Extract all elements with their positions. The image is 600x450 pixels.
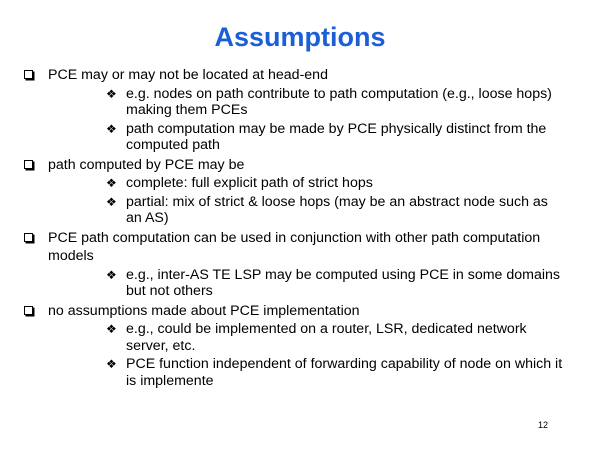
sub-bullet-item — [74, 356, 564, 389]
sub-bullet-list — [74, 321, 564, 389]
bullet-item — [24, 156, 564, 227]
sub-bullet-item — [74, 86, 564, 119]
bullet-text: no assumptions made about PCE implementation — [48, 302, 360, 319]
sub-bullet-item — [74, 321, 564, 354]
sub-bullet-text: e.g., inter-AS TE LSP may be computed using PCE in some domains but not others — [126, 266, 560, 299]
sub-bullet-item — [74, 121, 564, 154]
square-bullet-icon — [24, 233, 33, 242]
square-bullet-icon — [24, 160, 33, 169]
bullet-item — [24, 302, 564, 390]
sub-bullet-list — [74, 175, 564, 227]
bullet-item — [24, 66, 564, 154]
sub-bullet-text: e.g. nodes on path contribute to path computation (e.g., loose hops) making them PCEs — [126, 85, 552, 118]
diamond-bullet-icon: ❖ — [106, 176, 117, 190]
bullet-item — [24, 229, 564, 300]
square-bullet-icon — [24, 70, 33, 79]
sub-bullet-item — [74, 267, 564, 300]
diamond-bullet-icon: ❖ — [106, 357, 117, 371]
diamond-bullet-icon: ❖ — [106, 86, 117, 101]
bullet-text: PCE path computation can be used in conjunction with other path computation models — [48, 229, 541, 264]
sub-bullet-text: partial: mix of strict & loose hops (may be an abstract node such as an AS) — [126, 193, 548, 226]
diamond-bullet-icon: ❖ — [106, 194, 117, 209]
diamond-bullet-icon: ❖ — [106, 121, 117, 136]
sub-bullet-text: PCE function independent of forwarding capability of node on which it is implemente — [126, 356, 563, 389]
bullet-list — [24, 66, 564, 391]
bullet-text: path computed by PCE may be — [48, 156, 245, 173]
sub-bullet-text: complete: full explicit path of strict hops — [126, 175, 373, 191]
diamond-bullet-icon: ❖ — [106, 322, 117, 336]
sub-bullet-text: path computation may be made by PCE physically distinct from the computed path — [126, 120, 547, 153]
page-number: 12 — [537, 420, 548, 430]
sub-bullet-item — [74, 194, 564, 227]
square-bullet-icon — [24, 306, 33, 315]
diamond-bullet-icon: ❖ — [106, 267, 117, 282]
slide-title: Assumptions — [214, 22, 386, 52]
sub-bullet-list — [74, 267, 564, 300]
sub-bullet-text: e.g., could be implemented on a router, LSR, dedicated network server, etc. — [126, 321, 527, 354]
sub-bullet-item — [74, 175, 564, 192]
sub-bullet-list — [74, 86, 564, 154]
bullet-text: PCE may or may not be located at head-end — [48, 67, 328, 83]
